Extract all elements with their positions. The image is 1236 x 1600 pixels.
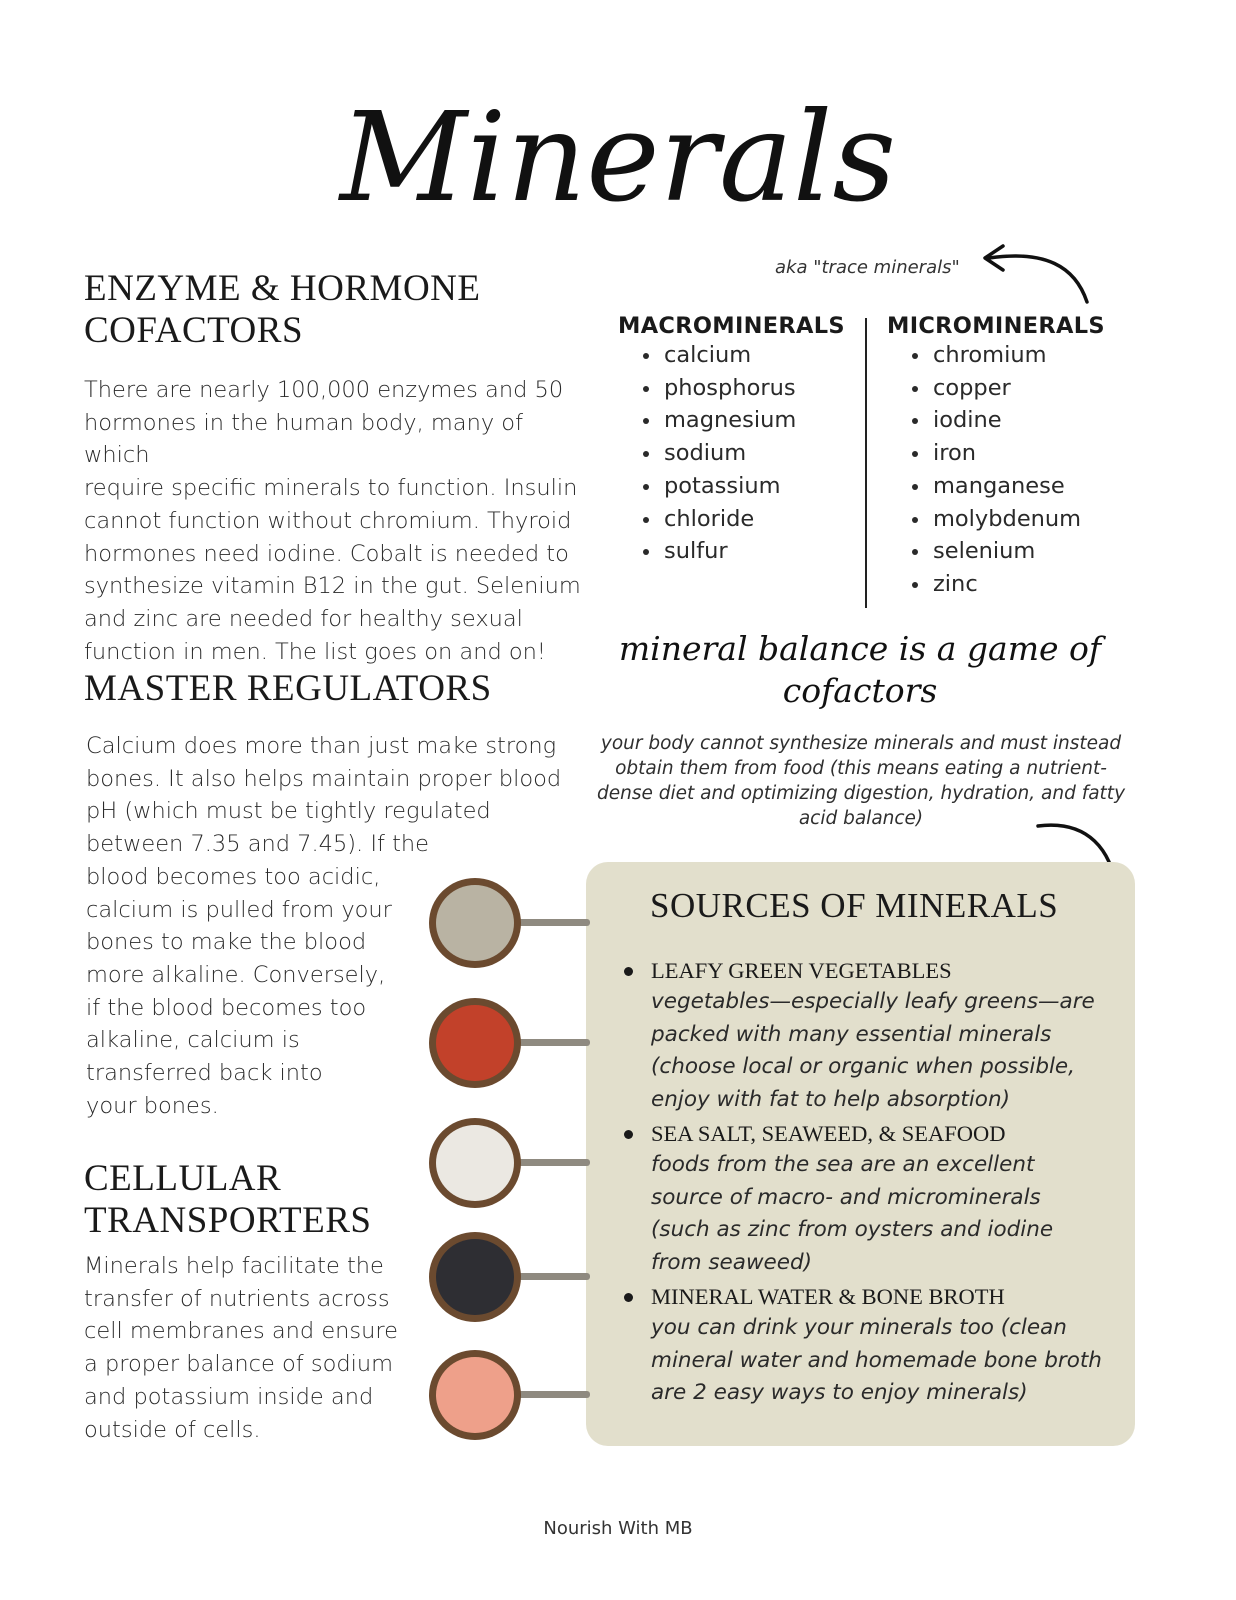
microminerals-column bbox=[887, 313, 1127, 601]
list-item: selenium bbox=[909, 535, 1127, 568]
source-item-leafy-greens bbox=[624, 956, 1104, 1116]
list-item: iodine bbox=[909, 404, 1127, 437]
list-item: calcium bbox=[640, 339, 858, 372]
source-description: vegetables—especially leafy greens—are packed with many essential minerals (choose local or organic when possible, enjoy with fat to help absorption) bbox=[651, 989, 1095, 1112]
footer-credit: Nourish With MB bbox=[543, 1518, 693, 1539]
cellular-section bbox=[84, 1158, 424, 1446]
spoon-black-salt-icon bbox=[425, 1227, 590, 1327]
sources-title: SOURCES OF MINERALS bbox=[650, 886, 1059, 925]
list-item: chloride bbox=[640, 503, 858, 536]
enzyme-heading: ENZYME & HORMONE COFACTORS bbox=[84, 268, 481, 351]
microminerals-heading: MICROMINERALS bbox=[887, 313, 1105, 339]
list-item: manganese bbox=[909, 470, 1127, 503]
curved-arrow-icon bbox=[975, 236, 1100, 308]
source-title: MINERAL WATER & BONE BROTH bbox=[651, 1284, 1005, 1309]
enzyme-body: There are nearly 100,000 enzymes and 50 hormones in the human body, many of which require specific minerals to function. Insulin cannot function without chromium. Thyroid hormones need iodine. Cobalt is needed to synthesize vitamin B12 in the gut. Selenium and zinc are needed for healthy sexual function in men. The list goes on and on! bbox=[84, 377, 581, 665]
source-description: foods from the sea are an excellent source of macro- and microminerals (such as zinc from oysters and iodine from seaweed) bbox=[651, 1152, 1054, 1275]
aka-note: aka "trace minerals" bbox=[775, 257, 960, 278]
spoon-fill bbox=[436, 885, 514, 961]
list-item: magnesium bbox=[640, 404, 858, 437]
list-item: iron bbox=[909, 437, 1127, 470]
list-item: zinc bbox=[909, 568, 1127, 601]
source-item-sea bbox=[624, 1119, 1104, 1279]
spoon-red-pepper-icon bbox=[425, 993, 590, 1093]
balance-tagline: mineral balance is a game of cofactors bbox=[618, 629, 1102, 710]
list-item: chromium bbox=[909, 339, 1127, 372]
macrominerals-list bbox=[640, 339, 858, 568]
source-title: LEAFY GREEN VEGETABLES bbox=[651, 958, 952, 983]
macrominerals-column bbox=[618, 313, 858, 568]
list-item: sodium bbox=[640, 437, 858, 470]
cellular-heading: CELLULAR TRANSPORTERS bbox=[84, 1158, 372, 1241]
bullet-icon bbox=[624, 1293, 633, 1302]
list-item: phosphorus bbox=[640, 372, 858, 405]
page-title: Minerals bbox=[339, 86, 897, 230]
master-heading: MASTER REGULATORS bbox=[84, 668, 492, 709]
spoon-pink-salt-icon bbox=[425, 1345, 590, 1445]
list-item: sulfur bbox=[640, 535, 858, 568]
list-item: copper bbox=[909, 372, 1127, 405]
source-description: you can drink your minerals too (clean mineral water and homemade bone broth are 2 easy ways to enjoy minerals) bbox=[651, 1315, 1102, 1405]
microminerals-list bbox=[909, 339, 1127, 601]
synthesis-note: your body cannot synthesize minerals and must instead obtain them from food (this means eating a nutrient- dense diet and optimizing digestion, hydration, and fatty acid balance) bbox=[596, 733, 1126, 829]
list-item: molybdenum bbox=[909, 503, 1127, 536]
spoon-grey-salt-icon bbox=[425, 873, 590, 973]
enzyme-section bbox=[84, 268, 594, 668]
column-divider bbox=[865, 318, 867, 608]
bullet-icon bbox=[624, 1130, 633, 1139]
list-item: potassium bbox=[640, 470, 858, 503]
cellular-body: Minerals help facilitate the transfer of nutrients across cell membranes and ensure a proper balance of sodium and potassium inside and outside of cells. bbox=[84, 1253, 399, 1443]
macrominerals-heading: MACROMINERALS bbox=[618, 313, 845, 339]
source-title: SEA SALT, SEAWEED, & SEAFOOD bbox=[651, 1121, 1006, 1146]
source-item-water-broth bbox=[624, 1282, 1104, 1410]
bullet-icon bbox=[624, 967, 633, 976]
spoon-white-salt-icon bbox=[425, 1113, 590, 1213]
master-body: Calcium does more than just make strong bones. It also helps maintain proper blood pH (which must be tightly regulated between 7.35 and 7.45). If the blood becomes too acidic, calcium is pulled from your bones to make the blood more alkaline. Conversely, if the blood becomes too alkaline, calcium is transferred back into your bones. bbox=[86, 733, 562, 1119]
